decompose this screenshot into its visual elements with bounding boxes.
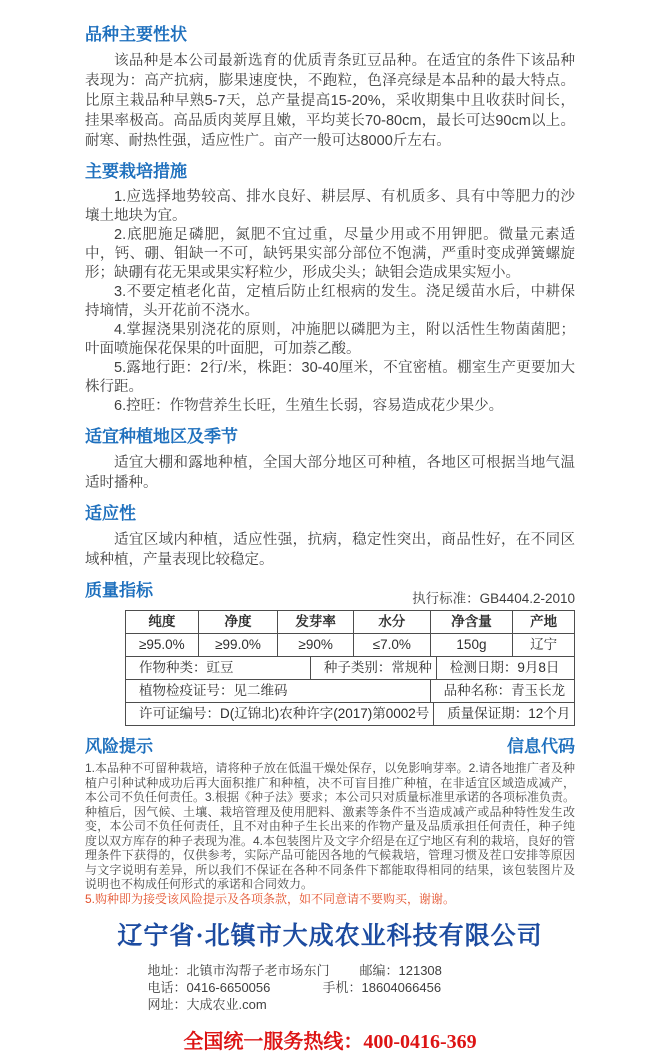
contact-block	[148, 962, 513, 1013]
section-title-info-code: 信息代码	[507, 737, 575, 756]
table-header-row	[126, 611, 574, 633]
cultivation-item: 2.底肥施足磷肥，氮肥不宜过重，尽量少用或不用钾肥。微量元素适中，钙、硼、钼缺一不可，缺钙果实部分部位不饱满，严重时变成弹簧螺旋形；缺硼有花无果或果实籽粒少，形成尖头；缺钼会造成果实短小。	[85, 227, 575, 281]
section-quality	[85, 580, 575, 726]
cultivation-item: 5.露地行距：2行/米，株距：30-40厘米，不宜密植。棚室生产更要加大株行距。	[85, 360, 575, 395]
table-header-cell: 水分	[353, 611, 430, 633]
mobile-label: 手机：	[322, 980, 362, 995]
company-name: 辽宁省·北镇市大成农业科技有限公司	[117, 923, 543, 950]
quarantine-cert-cell: 植物检疫证号：见二维码	[139, 683, 288, 698]
table-value-row	[126, 633, 574, 656]
zip-label: 邮编：	[359, 963, 399, 978]
table-value-cell: ≥90%	[277, 634, 353, 656]
section-title-risk: 风险提示	[85, 737, 153, 756]
seed-category-cell: 种子类别：常规种	[310, 657, 436, 679]
traits-paragraph: 该品种是本公司最新选育的优质青条豇豆品种。在适宜的条件下该品种表现为：高产抗病，膨果速度快，不跑粒，色泽亮绿是本品种的最大特点。比原主栽品种早熟5-7天，总产量提高15-20%，采收期集中且收获时间长，挂果率极高。高品质肉荚厚且嫩，平均荚长70-80cm，最长可达90cm以上。耐寒、耐热性强，适应性广。亩产一般可达8000斤左右。	[85, 53, 575, 149]
table-header-cell: 纯度	[148, 614, 176, 629]
address-field	[148, 962, 360, 979]
crop-type-cell: 作物种类：豇豆	[139, 660, 234, 675]
adaptability-paragraph: 适宜区域内种植，适应性强，抗病，稳定性突出，商品性好，在不同区域种植，产量表现比较稳定。	[85, 532, 575, 568]
quality-table	[125, 610, 575, 726]
table-header-cell: 净含量	[430, 611, 513, 633]
address-value: 北镇市沟帮子老市场东门	[186, 963, 330, 978]
risk-header-row	[85, 736, 575, 758]
contact-line-website	[148, 996, 513, 1013]
mobile-value: 18604066456	[361, 980, 442, 995]
mobile-field	[323, 979, 442, 996]
regions-paragraph: 适宜大棚和露地种植，全国大部分地区可种植，各地区可根据当地气温适时播种。	[85, 455, 575, 491]
table-value-cell: 150g	[430, 634, 513, 656]
section-title-adaptability: 适应性	[85, 504, 136, 523]
table-header-cell: 净度	[198, 611, 278, 633]
section-regions	[85, 426, 575, 493]
table-header-cell: 发芽率	[277, 611, 353, 633]
section-title-cultivation: 主要栽培措施	[85, 162, 187, 181]
phone-value: 0416-6650056	[186, 980, 271, 995]
table-row	[126, 702, 574, 725]
contact-line-address	[148, 962, 513, 979]
section-adaptability	[85, 503, 575, 570]
cultivation-item: 3.不要定植老化苗，定植后防止红根病的发生。浇足缓苗水后，中耕保持墒情，头开花前不浇水。	[85, 284, 575, 319]
table-row	[126, 656, 574, 679]
service-hotline: 全国统一服务热线：400-0416-369	[183, 1031, 477, 1053]
quality-header-row	[85, 580, 575, 607]
table-value-cell: 辽宁	[512, 634, 574, 656]
table-value-cell: ≤7.0%	[353, 634, 430, 656]
variety-name-cell: 品种名称：青玉长龙	[430, 680, 574, 702]
section-title-regions: 适宜种植地区及季节	[85, 427, 238, 446]
risk-red-note: 5.购种即为接受该风险提示及各项条款，如不同意请不要购买，谢谢。	[85, 891, 456, 906]
table-header-cell: 产地	[512, 611, 574, 633]
risk-text: 1.本品种不可留种栽培，请将种子放在低温干燥处保存，以免影响芽率。2.请各地推广者及种植户引种试种成功后再大面积推广和种植，决不可盲目推广种植，在非适宜区域造成减产，本公司不负任何责任。3.根据《种子法》要求；本公司只对质量标准里承诺的各项标准负责。种植后，因气候、土壤、栽培管理及使用肥料、激素等条件不当造成减产或品种特性发生改变，本公司不负任何责任，且不对由种子生长出来的作物产量及品质承担任何责任，种子纯度以双方库存的种子表现为准。4.本包装图片及文字介绍是在辽宁地区有利的栽培，良好的管理条件下获得的，仅供参考，实际产品可能因各地的气候栽培，管理习惯及茬口安排等原因与文字说明有差异，所以我们不保证在各种不同条件下都能取得相同的结果，该包装图片及说明也不构成任何形式的承诺和合同效力。	[85, 761, 576, 891]
phone-field	[148, 979, 323, 996]
section-title-quality: 质量指标	[85, 581, 153, 600]
license-number-cell: 许可证编号：D(辽锦北)农种许字(2017)第0002号	[139, 706, 430, 721]
zip-value: 121308	[398, 963, 442, 978]
website-field	[148, 996, 267, 1013]
website-label: 网址：	[147, 997, 187, 1012]
section-risk	[85, 736, 575, 906]
cultivation-item: 6.控旺：作物营养生长旺，生殖生长弱，容易造成花少果少。	[114, 398, 504, 414]
table-value-cell: ≥99.0%	[198, 634, 278, 656]
table-value-cell: ≥95.0%	[138, 637, 185, 652]
section-traits	[85, 24, 575, 151]
address-label: 地址：	[147, 963, 187, 978]
test-date-cell: 检测日期：9月8日	[436, 657, 574, 679]
table-row	[126, 679, 574, 702]
zip-field	[360, 962, 442, 979]
section-title-traits: 品种主要性状	[85, 25, 187, 44]
execution-standard: 执行标准：GB4404.2-2010	[412, 591, 575, 606]
contact-line-phone	[148, 979, 513, 996]
cultivation-item: 4.掌握浇果别浇花的原则，冲施肥以磷肥为主，附以活性生物菌菌肥；叶面喷施保花保果的叶面肥，可加萘乙酸。	[85, 322, 575, 357]
phone-label: 电话：	[147, 980, 187, 995]
website-value: 大成农业.com	[186, 997, 267, 1012]
warranty-period-cell: 质量保证期：12个月	[433, 703, 574, 725]
section-cultivation	[85, 161, 575, 416]
cultivation-item: 1.应选择地势较高、排水良好、耕层厚、有机质多、具有中等肥力的沙壤土地块为宜。	[85, 189, 575, 224]
